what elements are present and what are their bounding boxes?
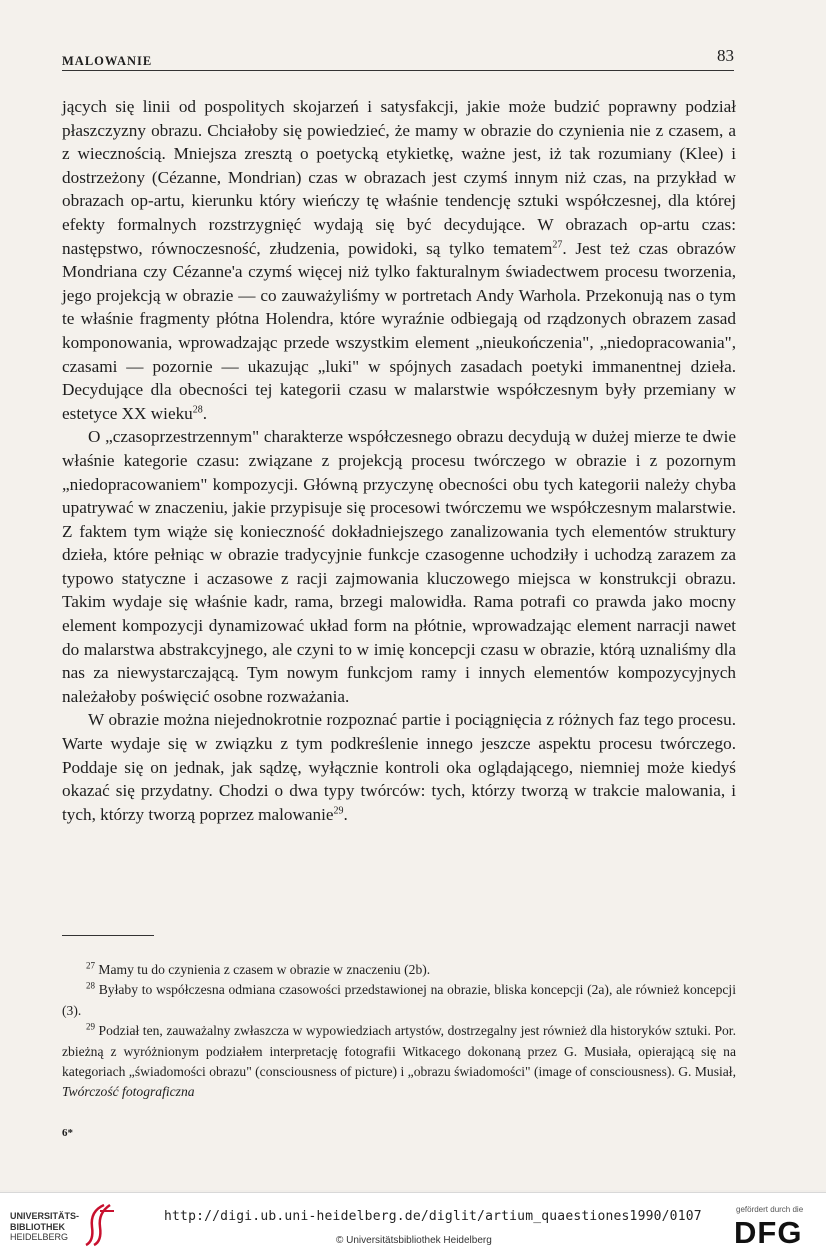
footnote-29-title: Twórczość fotograficzna bbox=[62, 1084, 195, 1100]
paragraph-3 bbox=[62, 708, 736, 826]
paragraph-2: O „czasoprzestrzennym" charakterze współczesnego obrazu decydują w dużej mierze te dwie właśnie kategorie czasu: związane z projekcją procesu twórczego w obrazie i z pozornym „niedopracowaniem" kompozycji. Główną przyczynę obecności obu tych kategorii należy chyba upatrywać w znaczeniu, jakie przypisuje się procesowi twórczemu we współczesnym malarstwie. Z faktem tym wiąże się konieczność dokładniejszego zanalizowania tych elementów struktury dzieła, które pełniąc w obrazie tradycyjnie funkcje czasogenne uchodziły i uchodzą zarazem za typowo statyczne i aczasowe z racji zajmowania kluczowego miejsca w konstrukcji obrazu. Takim wydaje się właśnie kadr, rama, brzegi malowidła. Rama potrafi co prawda jako mocny element kompozycji dynamizować układ form na płótnie, wprowadzając element narracji nawet do malarstwa abstrakcyjnego, ale czyni to w imię koncepcji czasu w obrazie, którą uznaliśmy dla nas za niewystarczającą. Tym nowym funkcjom ramy i innych elementów kompozycyjnych należałoby poświęcić osobne rozważania. bbox=[62, 427, 736, 706]
body-text bbox=[62, 95, 736, 826]
paragraph-1-part-1: jących się linii od pospolitych skojarzeń i satysfakcji, jakie może budzić poprawny podział płaszczyzny obrazu. Chciałoby się powiedzieć, że mamy w obrazie do czynienia nie z czasem, a z wiecznością. Mniejsza zresztą o poetycką etykietkę, ważne jest, iż tak rozumiany (Klee) i dostrzeżony (Cézanne, Mondrian) czas w obrazach jest czymś innym niż czas, na przykład w obrazach op-artu, kierunku który wieńczy tę właśnie tendencję sztuki współczesnej, dla której efekty formalnych rozstrzygnięć wydają się być decydujące. W obrazach op-artu czas: następstwo, równoczesność, złudzenia, powidoki, są tylko tematem bbox=[62, 97, 736, 258]
logo-line-3: HEIDELBERG bbox=[10, 1232, 69, 1242]
footnote-29 bbox=[62, 1021, 736, 1103]
copyright-notice: © Universitätsbibliothek Heidelberg bbox=[336, 1235, 492, 1246]
paragraph-1-part-2: . Jest też czas obrazów Mondriana czy Cézanne'a czymś więcej niż tylko fakturalnym świadectwem procesu tworzenia, jego projekcją w obrazie — co zauważyliśmy w portretach Andy Warhola. Przekonują nas o tym te właśnie fragmenty płótna Holendra, które wyraźnie odbiegają od rządzonych obrazem zasad komponowania, wprowadzając przede wszystkim element „nieukończenia", „niedopracowania", czasami — pozornie — ukazując „luki" w spójnych zasadach poetyki immanentnej dzieła. Decydujące dla obecności tej kategorii czasu w malarstwie współczesnym były przemiany w estetyce XX wieku bbox=[62, 238, 736, 423]
paragraph-1-end: . bbox=[202, 403, 208, 423]
paragraph-1 bbox=[62, 95, 736, 425]
ub-heidelberg-logo[interactable] bbox=[10, 1211, 79, 1243]
footnote-ref-27[interactable]: 27 bbox=[552, 238, 563, 250]
paragraph-3-text: W obrazie można niejednokrotnie rozpoznać partie i pociągnięcia z różnych faz tego procesu. Warte wydaje się w związku z tym podkreślenie innego jeszcze aspektu procesu twórczego. Poddaje się on jednak, jak sądzę, wyłącznie kontroli oka oglądającego, niemniej może kiedyś okazać się przydatny. Chodzi o dwa typy twórców: tych, którzy tworzą w trakcie malowania, i tych, którzy tworzą poprzez malowanie bbox=[62, 710, 736, 824]
logo-line-2: BIBLIOTHEK bbox=[10, 1221, 65, 1232]
header-rule bbox=[62, 70, 734, 71]
footnote-27-number: 27 bbox=[86, 960, 95, 971]
paragraph-3-end: . bbox=[343, 804, 348, 824]
footnote-ref-29[interactable]: 29 bbox=[333, 805, 344, 817]
dfg-logo[interactable]: DFG bbox=[734, 1215, 803, 1250]
footnote-28-number: 28 bbox=[86, 980, 95, 991]
permalink-url[interactable]: http://digi.ub.uni-heidelberg.de/diglit/artium_quaestiones1990/0107 bbox=[164, 1209, 702, 1224]
sheet-mark: 6* bbox=[62, 1127, 73, 1139]
footnote-29-number: 29 bbox=[86, 1021, 95, 1032]
footnote-27-text: Mamy tu do czynienia z czasem w obrazie w znaczeniu (2b). bbox=[98, 962, 431, 977]
page-header bbox=[62, 46, 734, 74]
footnote-separator bbox=[62, 935, 154, 936]
funding-label: gefördert durch die bbox=[736, 1205, 804, 1214]
logo-line-1: UNIVERSITÄTS- bbox=[10, 1211, 80, 1221]
viewer-footer bbox=[0, 1192, 826, 1257]
footnote-28 bbox=[62, 980, 736, 1021]
running-head: MALOWANIE bbox=[62, 54, 153, 68]
footnote-27 bbox=[62, 960, 736, 980]
ub-emblem-icon bbox=[82, 1201, 118, 1247]
footnote-29-text: Podział ten, zauważalny zwłaszcza w wypowiedziach artystów, dostrzegalny jest również dla historyków sztuki. Por. zbieżną z wyróżnionym podziałem interpretację fotografii Witkacego dokonaną przez G. Musiała, opierającą się na kategoriach „świadomości obrazu" (consciousness of picture) i „obrazu świadomości" (image of consciousness). G. Musiał, bbox=[62, 1023, 736, 1080]
footnotes bbox=[62, 960, 736, 1103]
footnote-28-text: Byłaby to współczesna odmiana czasowości przedstawionej na obrazie, bliska koncepcji (2a), ale również koncepcji (3). bbox=[62, 982, 736, 1018]
footnote-ref-28[interactable]: 28 bbox=[192, 403, 203, 415]
page-number: 83 bbox=[717, 46, 734, 65]
